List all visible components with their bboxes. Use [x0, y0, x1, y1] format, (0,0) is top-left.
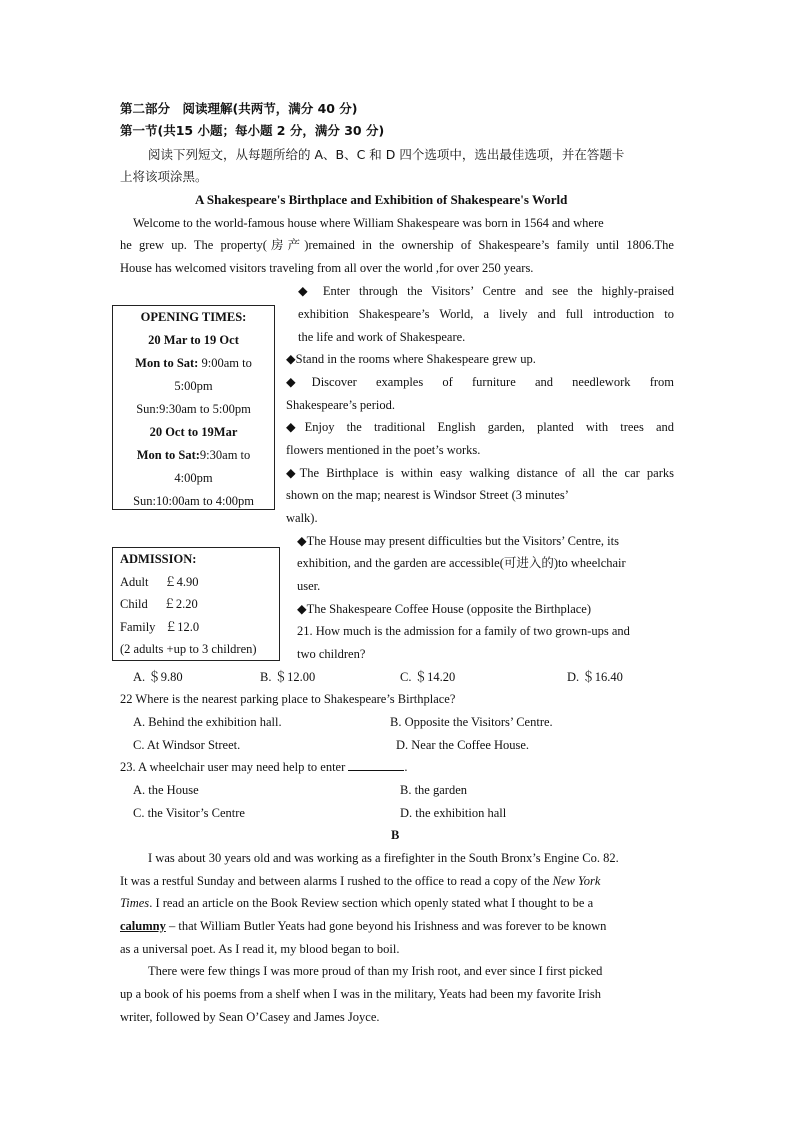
bullet-5-line-3: walk).	[286, 511, 318, 525]
q23-option-d: D. the exhibition hall	[400, 806, 507, 820]
opening-monsat-2-end: 4:00pm	[174, 471, 213, 485]
passage-b-label: B	[391, 828, 400, 842]
bullet-5-line-2: shown on the map; nearest is Windsor Street (3 minutes’	[286, 488, 569, 502]
q23-option-b: B. the garden	[400, 783, 467, 797]
opening-period-2: 20 Oct to 19Mar	[149, 425, 238, 439]
opening-sunday-2: Sun:10:00am to 4:00pm	[133, 494, 254, 508]
q22-option-a: A. Behind the exhibition hall.	[133, 715, 282, 729]
passage-b-p1-line-4: calumny – that William Butler Yeats had gone beyond his Irishness and was forever to be known	[120, 919, 607, 933]
bullet-5-line-1: ◆The Birthplace is within easy walking distance of all the car parks	[286, 466, 674, 480]
passage-b-p2-line-3: writer, followed by Sean O’Casey and James Joyce.	[120, 1010, 380, 1024]
q22-option-c: C. At Windsor Street.	[133, 738, 241, 752]
instruction-line-1: 阅读下列短文，从每题所给的 A、B、C 和 D 四个选项中，选出最佳选项，并在答题卡	[148, 147, 625, 162]
bullet-1-line-2: exhibition Shakespeare’s World, a lively and full introduction to	[298, 307, 674, 321]
admission-child: Child ￡2.20	[120, 597, 198, 612]
admission-heading: ADMISSION:	[120, 552, 197, 566]
admission-adult: Adult ￡4.90	[120, 574, 199, 589]
q23-option-a: A. the House	[133, 783, 199, 797]
opening-times-heading: OPENING TIMES:	[140, 310, 247, 324]
section-title: 第一节(共15 小题；每小题 2 分，满分 30 分)	[120, 123, 385, 138]
intro-line-1: Welcome to the world-famous house where William Shakespeare was born in 1564 and where	[133, 216, 604, 230]
opening-period-1: 20 Mar to 19 Oct	[148, 333, 239, 347]
bullet-1-line-1: ◆ Enter through the Visitors’ Centre and see the highly-praised	[298, 284, 674, 298]
q21-stem-line-1: 21. How much is the admission for a family of two grown-ups and	[297, 624, 630, 638]
bullet-4-line-2: flowers mentioned in the poet’s works.	[286, 443, 481, 457]
bullet-6-line-3: user.	[297, 579, 321, 593]
answer-blank	[348, 757, 404, 771]
q21-option-b: B. ＄12.00	[260, 670, 316, 684]
part-title: 第二部分 阅读理解(共两节，满分 40 分)	[120, 101, 358, 116]
q21-option-d: D. ＄16.40	[567, 670, 623, 684]
admission-box	[112, 547, 280, 661]
instruction-line-2: 上将该项涂黑。	[120, 169, 208, 184]
q21-stem-line-2: two children?	[297, 647, 366, 661]
intro-line-3: House has welcomed visitors traveling from all over the world ,for over 250 years.	[120, 261, 534, 275]
bullet-7: ◆The Shakespeare Coffee House (opposite the Birthplace)	[297, 602, 592, 616]
bullet-6-line-2: exhibition, and the garden are accessible(可进入的)to wheelchair	[297, 556, 626, 570]
q23-stem: 23. A wheelchair user may need help to enter .	[120, 756, 408, 778]
opening-monsat-1-end: 5:00pm	[174, 379, 213, 393]
bullet-6-line-1: ◆The House may present difficulties but the Visitors’ Centre, its	[297, 534, 619, 548]
passage-b-p1-line-3: Times. I read an article on the Book Review section which openly stated what I thought to be a	[120, 896, 594, 910]
bullet-1-line-3: the life and work of Shakespeare.	[298, 330, 466, 344]
passage-b-p1-line-1: I was about 30 years old and was working as a firefighter in the South Bronx’s Engine Co. 82.	[148, 851, 619, 865]
passage-b-p2-line-1: There were few things I was more proud of than my Irish root, and ever since I first picked	[148, 964, 603, 978]
opening-times-box	[112, 305, 275, 510]
admission-note: (2 adults +up to 3 children)	[120, 642, 257, 657]
q22-option-b: B. Opposite the Visitors’ Centre.	[390, 715, 553, 729]
intro-line-2: he grew up. The property(房产)remained in the ownership of Shakespeare’s family until 1806.The	[120, 238, 674, 252]
passage-b-p2-line-2: up a book of his poems from a shelf when I was in the military, Yeats had been my favorite Irish	[120, 987, 602, 1001]
opening-monsat-2: Mon to Sat:9:30am to	[136, 448, 251, 462]
passage-a-title: A Shakespeare's Birthplace and Exhibition of Shakespeare's World	[195, 192, 568, 207]
q23-option-c: C. the Visitor’s Centre	[133, 806, 245, 820]
q22-option-d: D. Near the Coffee House.	[396, 738, 530, 752]
opening-sunday-1: Sun:9:30am to 5:00pm	[136, 402, 251, 416]
opening-monsat-1: Mon to Sat: 9:00am to	[135, 356, 252, 370]
bullet-3-line-2: Shakespeare’s period.	[286, 398, 395, 412]
q21-option-a: A. ＄9.80	[133, 670, 183, 684]
admission-family: Family ￡12.0	[120, 619, 200, 634]
bullet-3-line-1: ◆Discover examples of furniture and needlework from	[286, 375, 674, 389]
passage-b-p1-line-2: It was a restful Sunday and between alarms I rushed to the office to read a copy of the New York	[120, 874, 601, 888]
bullet-2: ◆Stand in the rooms where Shakespeare grew up.	[286, 352, 536, 366]
bullet-4-line-1: ◆Enjoy the traditional English garden, planted with trees and	[286, 420, 674, 434]
q22-stem: 22 Where is the nearest parking place to Shakespeare’s Birthplace?	[120, 692, 456, 706]
q21-option-c: C. ＄14.20	[400, 670, 456, 684]
passage-b-p1-line-5: as a universal poet. As I read it, my blood began to boil.	[120, 942, 400, 956]
